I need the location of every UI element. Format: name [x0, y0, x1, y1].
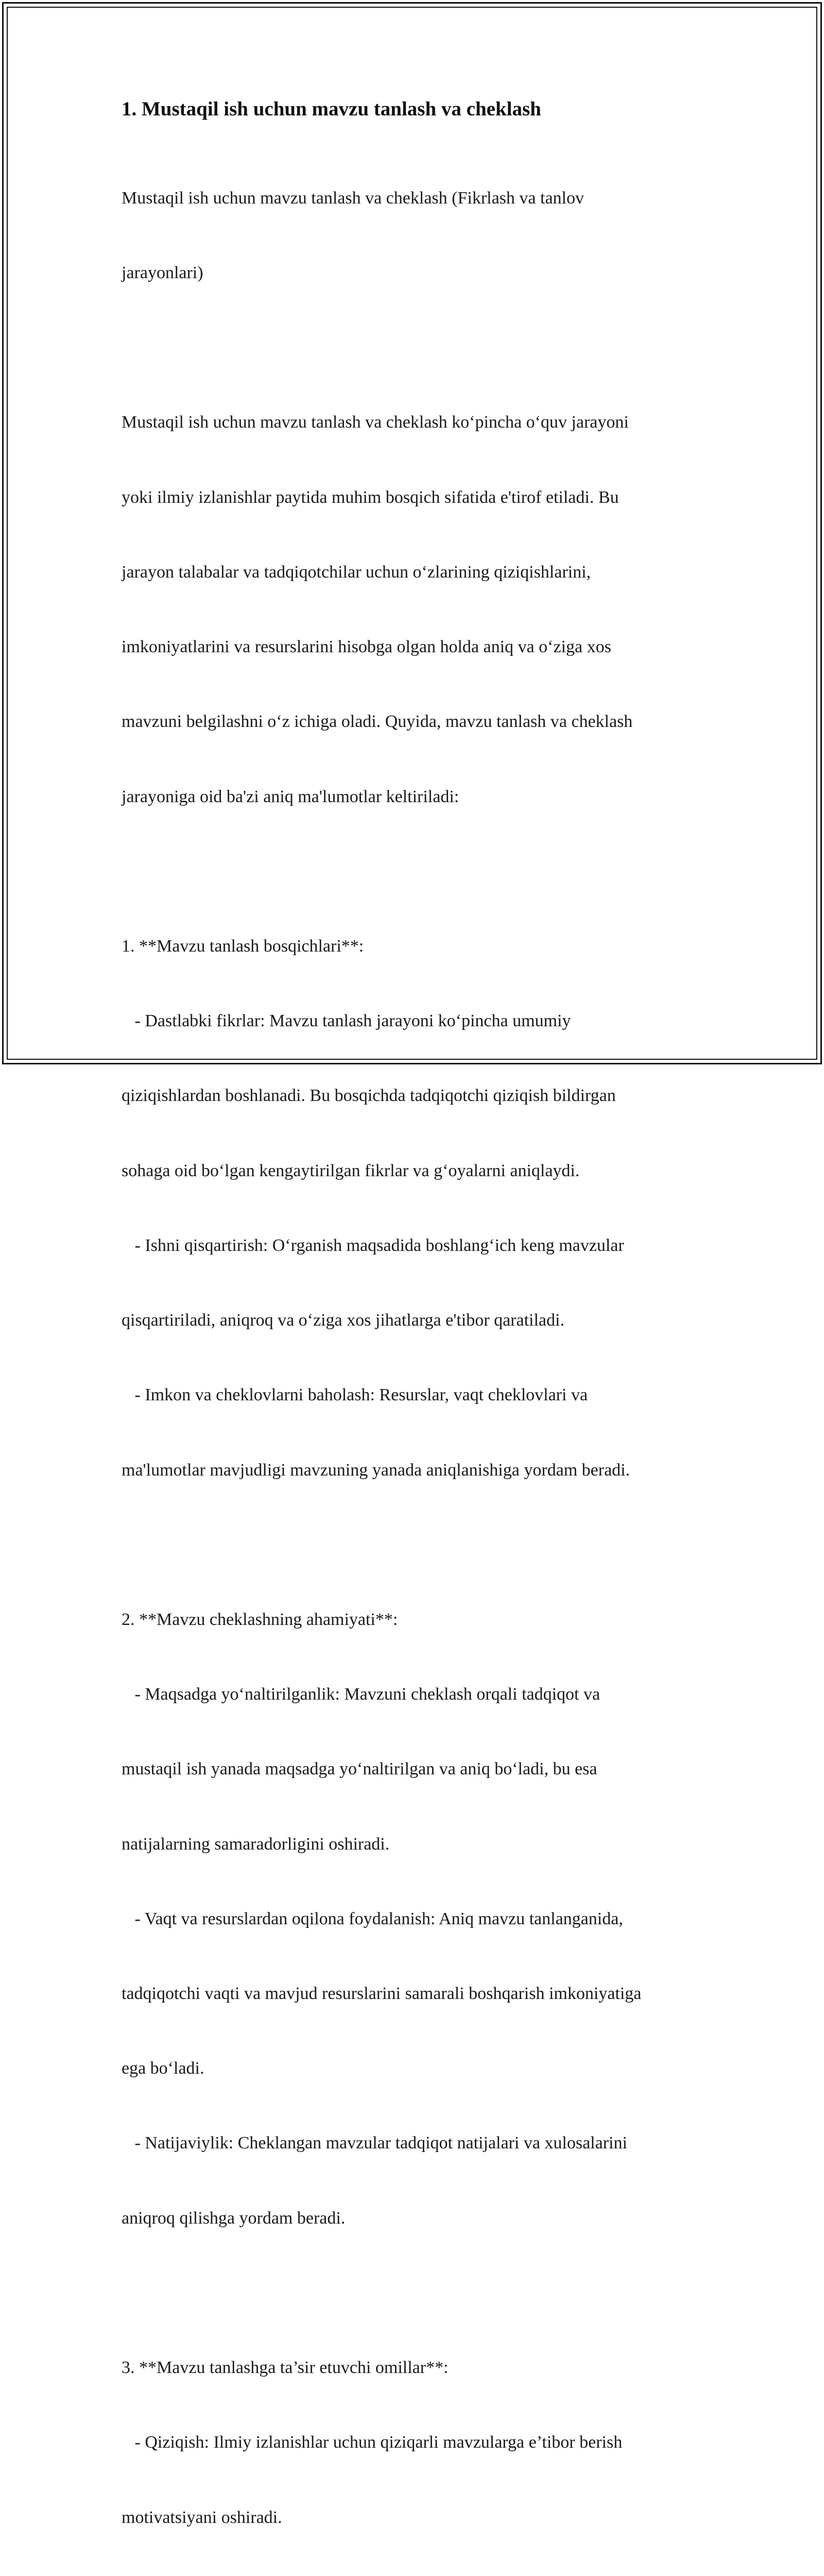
text-line: qiziqishlardan boshlanadi. Bu bosqichda tadqiqotchi qiziqish bildirgan [122, 1086, 616, 1106]
document-title: 1. Mustaqil ish uchun mavzu tanlash va cheklash [122, 98, 541, 120]
text-line: Mustaqil ish uchun mavzu tanlash va cheklash (Fikrlash va tanlov [122, 188, 584, 208]
text-line: - Dastlabki fikrlar: Mavzu tanlash jarayoni ko‘pincha umumiy [122, 1011, 571, 1031]
text-line: natijalarning samaradorligini oshiradi. [122, 1834, 390, 1854]
text-line: Mustaqil ish uchun mavzu tanlash va cheklash ko‘pincha o‘quv jarayoni [122, 413, 629, 432]
text-line: - Ishni qisqartirish: O‘rganish maqsadida boshlang‘ich keng mavzular [122, 1235, 624, 1255]
text-line: - Maqsadga yo‘naltirilganlik: Mavzuni cheklash orqali tadqiqot va [122, 1685, 600, 1704]
text-line: - Natijaviylik: Cheklangan mavzular tadqiqot natijalari va xulosalarini [122, 2133, 627, 2153]
text-line: mustaqil ish yanada maqsadga yo‘naltirilgan va aniq bo‘ladi, bu esa [122, 1759, 597, 1779]
section-heading: 2. **Mavzu cheklashning ahamiyati**: [122, 1609, 398, 1629]
intro-paragraph [122, 361, 693, 859]
text-line: motivatsiyani oshiradi. [122, 2507, 282, 2527]
section-1-paragraph [122, 884, 693, 1533]
text-line: jarayon talabalar va tadqiqotchilar uchun o‘zlarining qiziqishlarini, [122, 562, 591, 582]
document-body [122, 95, 693, 2576]
text-line: sohaga oid bo‘lgan kengaytirilgan fikrlar va g‘oyalarni aniqlaydi. [122, 1161, 580, 1180]
text-line: imkoniyatlarini va resurslarini hisobga olgan holda aniq va o‘ziga xos [122, 637, 611, 657]
text-line: jarayonlari) [122, 263, 203, 283]
section-2-paragraph [122, 1557, 693, 2281]
text-line: yoki ilmiy izlanishlar paytida muhim bosqich sifatida e'tirof etiladi. Bu [122, 487, 619, 507]
section-3-paragraph [122, 2306, 693, 2576]
text-line: - Imkon va cheklovlarni baholash: Resurslar, vaqt cheklovlari va [122, 1385, 588, 1405]
text-line: ega bo‘ladi. [122, 2059, 204, 2078]
section-heading: 1. **Mavzu tanlash bosqichlari**: [122, 936, 364, 956]
text-line: mavzuni belgilashni o‘z ichiga oladi. Quyida, mavzu tanlash va cheklash [122, 712, 633, 732]
subtitle-paragraph [122, 136, 693, 335]
text-line: ma'lumotlar mavjudligi mavzuning yanada aniqlanishiga yordam beradi. [122, 1460, 630, 1480]
text-line: qisqartiriladi, aniqroq va o‘ziga xos jihatlarga e'tibor qaratiladi. [122, 1311, 564, 1330]
text-line: - Vaqt va resurslardan oqilona foydalanish: Aniq mavzu tanlanganida, [122, 1909, 623, 1928]
text-line: aniqroq qilishga yordam beradi. [122, 2208, 346, 2228]
text-line: - Qiziqish: Ilmiy izlanishlar uchun qiziqarli mavzularga e’tibor berish [122, 2433, 623, 2452]
text-line: tadqiqotchi vaqti va mavjud resurslarini samarali boshqarish imkoniyatiga [122, 1984, 642, 2004]
text-line: jarayoniga oid ba'zi aniq ma'lumotlar keltiriladi: [122, 787, 459, 806]
section-heading: 3. **Mavzu tanlashga ta’sir etuvchi omillar**: [122, 2358, 449, 2378]
